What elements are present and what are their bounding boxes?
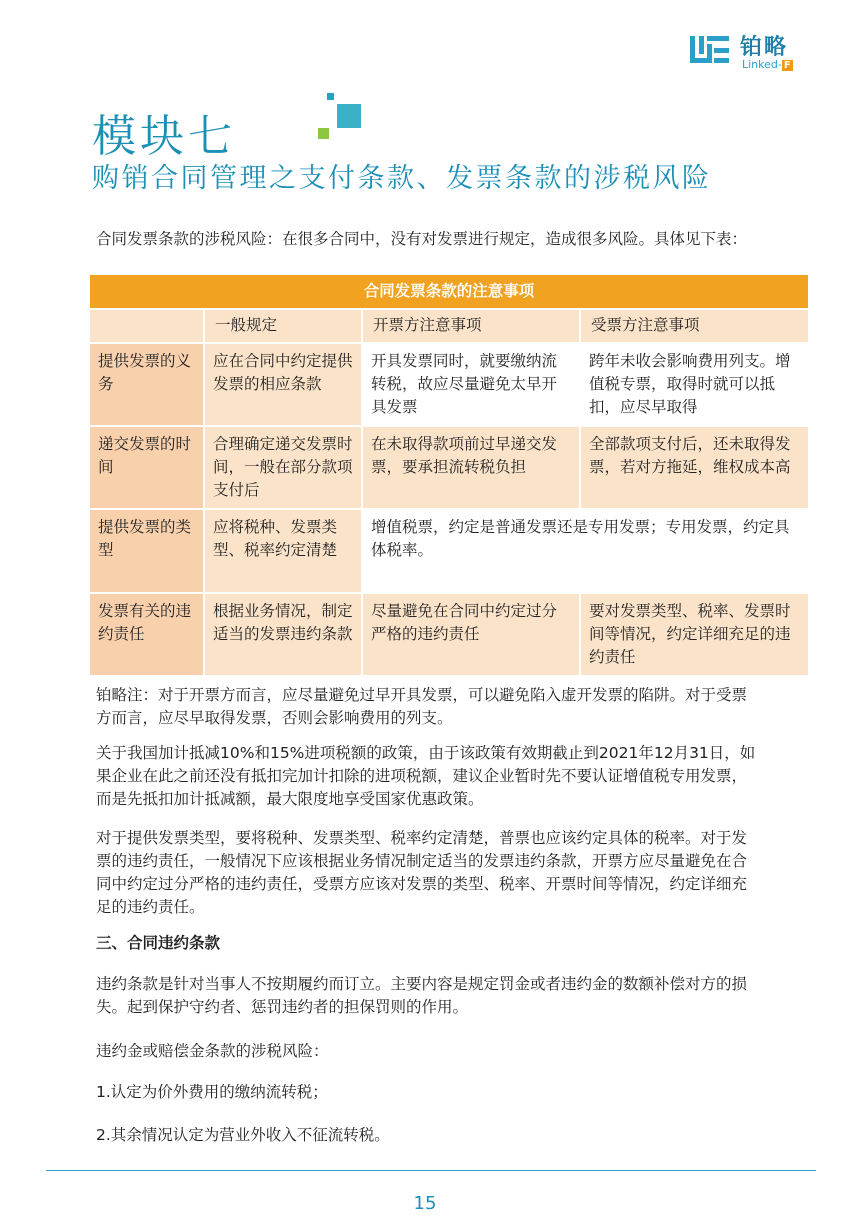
table-header-blank: [90, 309, 204, 343]
row-item: 提供发票的类型: [90, 509, 204, 593]
list-item: 1.认定为价外费用的缴纳流转税；: [96, 1083, 328, 1101]
table-row: [90, 509, 808, 593]
types-paragraph: 对于提供发票类型，要将税种、发票类型、税率约定清楚，普票也应该约定具体的税率。对于发票的违约责任，一般情况下应该根据业务情况制定适当的发票违约条款，开票方应尽量避免在合同中约定过分严格的违约责任，受票方应该对发票的类型、税率、开票时间等情况，约定详细充足的违约责任。: [96, 829, 748, 916]
decor-square-green: [318, 128, 329, 139]
logo-mark-icon: [690, 34, 732, 68]
decor-square-small: [327, 93, 334, 100]
row-item: 提供发票的义务: [90, 343, 204, 426]
row-item: 递交发票的时间: [90, 426, 204, 509]
logo-english-name: [742, 58, 793, 71]
row-issuer: 开具发票同时，就要缴纳流转税，故应尽量避免太早开具发票: [362, 343, 580, 426]
module-subtitle: 购销合同管理之支付条款、发票条款的涉税风险: [92, 163, 712, 194]
row-merged: 增值税票，约定是普通发票还是专用发票；专用发票，约定具体税率。: [362, 509, 808, 593]
footer-divider: [46, 1170, 816, 1171]
row-item: 发票有关的违约责任: [90, 593, 204, 675]
policy-paragraph: 关于我国加计抵减10%和15%进项税额的政策，由于该政策有效期截止到2021年12月31日，如果企业在此之前还没有抵扣完加计扣除的进项税额，建议企业暂时先不要认证增值税专用发票，而是先抵扣加计抵减额，最大限度地享受国家优惠政策。: [96, 744, 756, 808]
invoice-clause-table: [90, 275, 808, 675]
row-general: 应将税种、发票类型、税率约定清楚: [204, 509, 362, 593]
row-issuer: 在未取得款项前过早递交发票，要承担流转税负担: [362, 426, 580, 509]
page-number: 15: [413, 1193, 437, 1214]
section-heading: 三、合同违约条款: [96, 934, 221, 952]
logo-english-box: F: [783, 60, 791, 71]
decor-square-large: [337, 104, 361, 128]
table-row: [90, 593, 808, 675]
row-receiver: 跨年未收会影响费用列支。增值税专票，取得时就可以抵扣，应尽早取得: [580, 343, 808, 426]
breach-intro-paragraph: 违约条款是针对当事人不按期履约而订立。主要内容是规定罚金或者违约金的数额补偿对方的损失。起到保护守约者、惩罚违约者的担保罚则的作用。: [96, 975, 748, 1016]
row-receiver: 全部款项支付后，还未取得发票，若对方拖延，维权成本高: [580, 426, 808, 509]
list-item: 2.其余情况认定为营业外收入不征流转税。: [96, 1126, 390, 1144]
intro-paragraph: 合同发票条款的涉税风险：在很多合同中，没有对发票进行规定，造成很多风险。具体见下表：: [96, 230, 748, 248]
table-header-issuer: 开票方注意事项: [362, 309, 580, 343]
table-header-row: [90, 309, 808, 343]
note-paragraph: 铂略注：对于开票方而言，应尽量避免过早开具发票，可以避免陷入虚开发票的陷阱。对于受票方而言，应尽早取得发票，否则会影响费用的列支。: [96, 686, 748, 727]
tax-risk-title: 违约金或赔偿金条款的涉税风险：: [96, 1042, 329, 1060]
module-title: 模块七: [92, 111, 236, 162]
table-header-receiver: 受票方注意事项: [580, 309, 808, 343]
table-row: [90, 343, 808, 426]
row-general: 根据业务情况，制定适当的发票违约条款: [204, 593, 362, 675]
table-row: [90, 426, 808, 509]
table-header-general: 一般规定: [204, 309, 362, 343]
row-issuer: 尽量避免在合同中约定过分严格的违约责任: [362, 593, 580, 675]
logo-chinese-name: 铂略: [740, 35, 789, 60]
company-logo: [690, 28, 815, 76]
table-title: 合同发票条款的注意事项: [90, 275, 808, 309]
row-receiver: 要对发票类型、税率、发票时间等情况，约定详细充足的违约责任: [580, 593, 808, 675]
logo-english-text: Linked-: [742, 58, 782, 71]
row-general: 应在合同中约定提供发票的相应条款: [204, 343, 362, 426]
table-title-row: [90, 275, 808, 309]
row-general: 合理确定递交发票时间，一般在部分款项支付后: [204, 426, 362, 509]
